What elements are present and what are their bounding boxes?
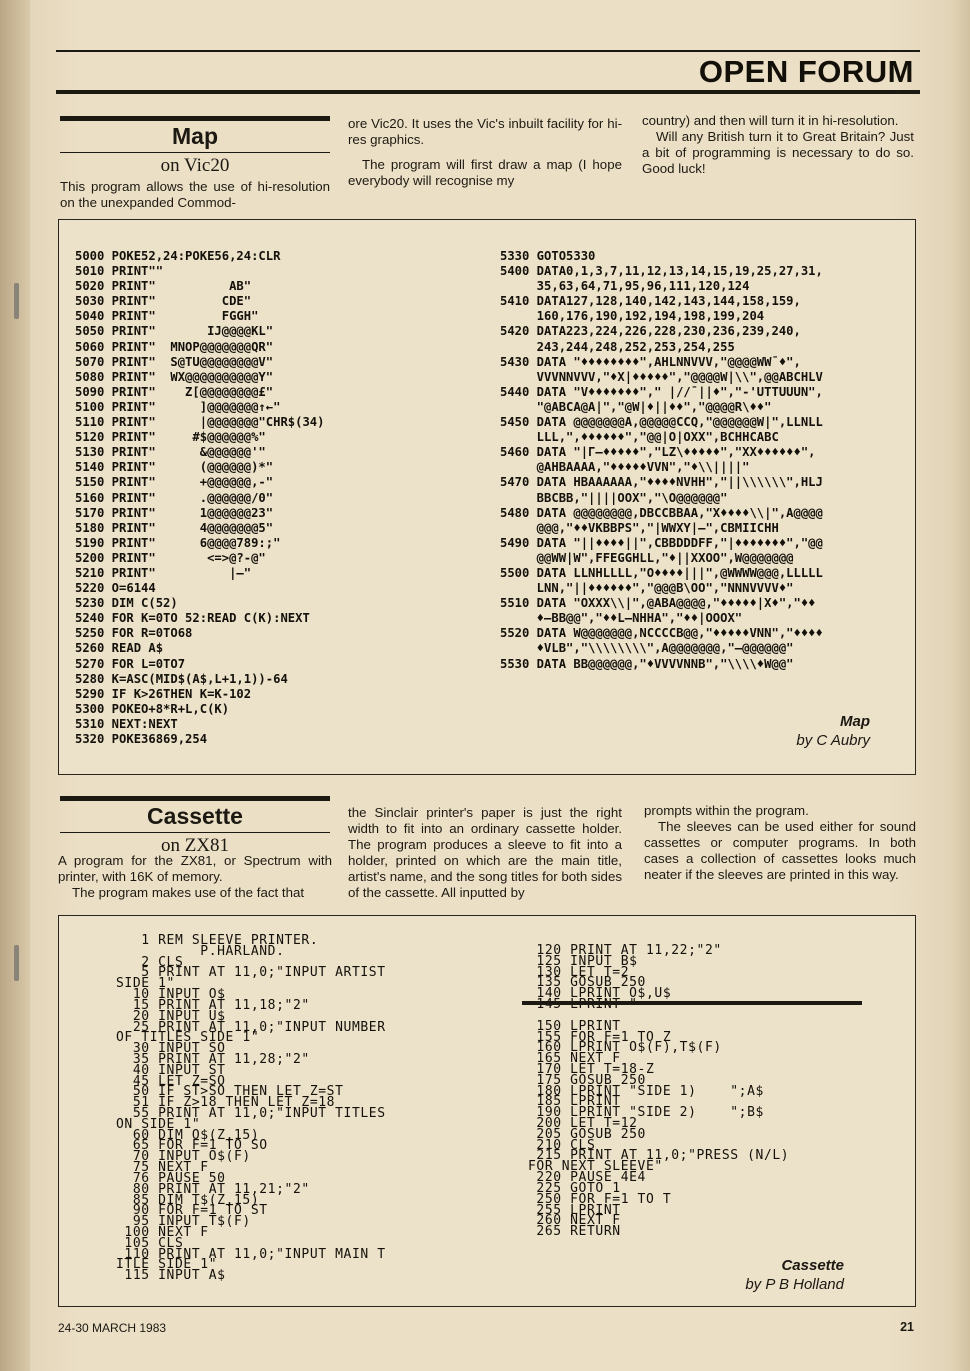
code-line: 160 LPRINT O$(F),T$(F) — [528, 1040, 722, 1056]
cassette-listing-right — [528, 943, 790, 1240]
code-line: 45 LET Z=SO — [116, 1073, 226, 1089]
code-line: 5120 PRINT" #$@@@@@@%" — [75, 430, 266, 445]
cassette-column-3 — [644, 803, 916, 883]
code-line: 155 FOR F=1 TO Z — [528, 1029, 672, 1045]
code-line: 215 PRINT AT 11,0;"PRESS (N/L) — [528, 1148, 790, 1164]
staple — [14, 945, 19, 981]
code-line: 5520 DATA W@@@@@@@,NCCCCB@@,"♦♦♦♦♦VNN","♦♦♦♦ — [500, 626, 823, 641]
code-line: 5190 PRINT" 6@@@@789:;" — [75, 535, 281, 550]
code-line: 135 GOSUB 250 — [528, 975, 646, 991]
map-credit — [796, 712, 870, 750]
code-line: 5240 FOR K=0TO 52:READ C(K):NEXT — [75, 611, 310, 626]
code-line: 5080 PRINT" WX@@@@@@@@@@Y" — [75, 369, 274, 384]
cassette-credit-title: Cassette — [781, 1257, 844, 1274]
code-line: 243,244,248,252,253,254,255 — [500, 339, 735, 354]
code-line: 5090 PRINT" Z[@@@@@@@@£" — [75, 384, 274, 399]
code-line: 125 INPUT B$ — [528, 953, 638, 969]
staple — [14, 283, 19, 319]
code-line: 5100 PRINT" ]@@@@@@@↑←" — [75, 399, 281, 414]
code-line: VVVNNVVV,"♦X|♦♦♦♦♦","@@@@W|\\",@@ABCHLV — [500, 369, 823, 384]
cassette-listing-left — [116, 933, 386, 1284]
code-line: 65 FOR F=1 TO SO — [116, 1138, 268, 1154]
cassette-column-2 — [348, 805, 622, 901]
cassette-column-3-para-1: prompts within the program. — [644, 803, 809, 818]
code-line: 1 REM SLEEVE PRINTER. — [116, 933, 319, 948]
code-line: 5460 DATA "|Γ—♦♦♦♦♦","LZ\♦♦♦♦♦","XX♦♦♦♦♦♦", — [500, 445, 816, 460]
map-column-2-para-1: ore Vic20. It uses the Vic's inbuilt facility for hi-res graphics. — [348, 116, 622, 147]
code-line: 75 NEXT F — [116, 1160, 209, 1176]
cassette-credit — [745, 1256, 844, 1294]
code-line: 185 LPRINT — [528, 1094, 621, 1110]
code-line: @AHBAAAA,"♦♦♦♦♦VVN","♦\\||||" — [500, 460, 750, 475]
code-line: 90 FOR F=1 TO ST — [116, 1203, 268, 1219]
cassette-column-3-para-2: The sleeves can be used either for sound cassettes or computer programs. In both cases a collection of cassettes looks much neater if the sleeves are printed in this way. — [644, 819, 916, 882]
code-line: BBCBB,"||||OOX","\O@@@@@@" — [500, 490, 728, 505]
code-line: 35 PRINT AT 11,28;"2" — [116, 1051, 310, 1067]
code-line: 5420 DATA223,224,226,228,230,236,239,240, — [500, 324, 801, 339]
code-line: ITLE SIDE 1" — [116, 1257, 218, 1273]
code-line: 85 DIM T$(Z,15) — [116, 1192, 260, 1208]
code-line: 51 IF Z>18 THEN LET Z=18 — [116, 1095, 336, 1111]
issue-date: 24-30 MARCH 1983 — [58, 1321, 167, 1335]
cassette-column-2-text: the Sinclair printer's paper is just the right width to fit into an ordinary cassette holder. The program produces a sleeve to fit into a holder, printed on which are the main title, artist's name, and the song titles for both sides of the cassette. All inputted by — [348, 805, 622, 900]
code-line: 105 CLS — [116, 1235, 184, 1251]
code-line: 225 GOTO 1 — [528, 1180, 621, 1196]
code-line: 130 LET T=2 — [528, 964, 630, 980]
code-line: 5230 DIM C(52) — [75, 596, 178, 611]
code-line: 5260 READ A$ — [75, 641, 164, 656]
code-line: 5070 PRINT" S@TU@@@@@@@@V" — [75, 354, 274, 369]
code-line: OF TITLES SIDE 1" — [116, 1030, 260, 1046]
code-line: 5160 PRINT" .@@@@@@/0" — [75, 490, 274, 505]
code-line: 100 NEXT F — [116, 1224, 209, 1240]
code-line: 260 NEXT F — [528, 1213, 621, 1229]
code-line: 5530 DATA BB@@@@@@,"♦VVVVNNB","\\\\♦W@@" — [500, 656, 794, 671]
cassette-article-subtitle: on ZX81 — [160, 835, 230, 856]
code-line: 5030 PRINT" CDE" — [75, 294, 252, 309]
code-line: 5180 PRINT" 4@@@@@@@5" — [75, 520, 274, 535]
code-line: 5480 DATA @@@@@@@@,DBCCBBAA,"X♦♦♦♦\\|",A@@@@ — [500, 505, 823, 520]
code-line: 5280 K=ASC(MID$(A$,L+1,1))-64 — [75, 671, 288, 686]
code-line: 5400 DATA0,1,3,7,11,12,13,14,15,19,25,27,31, — [500, 264, 823, 279]
map-listing-left — [75, 249, 324, 747]
cassette-article-heading — [60, 796, 330, 857]
cassette-column-1 — [58, 853, 332, 901]
code-line: ♦VLB","\\\\\\\\",A@@@@@@@,"—@@@@@@" — [500, 641, 794, 656]
map-column-2-para-2: The program will first draw a map (I hope everybody will recognise my — [348, 157, 622, 188]
code-line: 5320 POKE36869,254 — [75, 732, 208, 746]
code-line: 80 PRINT AT 11,21;"2" — [116, 1181, 310, 1197]
code-line: 5020 PRINT" AB" — [75, 279, 252, 294]
code-line: 5170 PRINT" 1@@@@@@23" — [75, 505, 274, 520]
code-line: 10 INPUT O$ — [116, 987, 226, 1003]
code-line: 175 GOSUB 250 — [528, 1072, 646, 1088]
code-line: 5140 PRINT" (@@@@@@)*" — [75, 460, 274, 475]
code-line: 120 PRINT AT 11,22;"2" — [528, 943, 722, 958]
map-column-2 — [348, 116, 622, 189]
section-title: OPEN FORUM — [698, 54, 914, 89]
cassette-column-1-para-1: A program for the ZX81, or Spectrum with printer, with 16K of memory. — [58, 853, 332, 884]
code-line: 5200 PRINT" <=>@?-@" — [75, 550, 266, 565]
code-line: ON SIDE 1" — [116, 1116, 201, 1132]
code-line: 5450 DATA @@@@@@@A,@@@@@CCQ,"@@@@@@W|",LLNLL — [500, 415, 823, 430]
code-line: 5290 IF K>26THEN K=K-102 — [75, 686, 252, 701]
code-line: 5040 PRINT" FGGH" — [75, 309, 259, 324]
code-line: 55 PRINT AT 11,0;"INPUT TITLES — [116, 1106, 386, 1121]
code-line: 5500 DATA LLNHLLLL,"O♦♦♦♦|||",@WWWW@@@,LLLLL — [500, 565, 823, 580]
code-line: 5440 DATA "V♦♦♦♦♦♦♦"," |//¯||♦","-'UTTUUUN", — [500, 384, 823, 399]
code-line: 5010 PRINT"" — [75, 264, 164, 279]
code-line: 255 LPRINT — [528, 1202, 621, 1218]
code-line: 5410 DATA127,128,140,142,143,144,158,159, — [500, 294, 801, 309]
code-line: 160,176,190,192,194,198,199,204 — [500, 309, 765, 324]
code-line: 5060 PRINT" MNOP@@@@@@@QR" — [75, 339, 274, 354]
code-line: 150 LPRINT — [528, 1018, 621, 1034]
code-line: 5430 DATA "♦♦♦♦♦♦♦♦",AHLNNVVV,"@@@@WW¯♦", — [500, 354, 801, 369]
code-line: @@@,"♦♦VKBBPS","|WWXY|—",CBMIICHH — [500, 520, 779, 535]
code-line: 265 RETURN — [528, 1224, 621, 1240]
code-line: 40 INPUT ST — [116, 1062, 226, 1078]
code-line: 95 INPUT T$(F) — [116, 1214, 251, 1230]
map-credit-title: Map — [840, 713, 870, 730]
code-line: 190 LPRINT "SIDE 2) ";B$ — [528, 1105, 764, 1121]
code-line: 205 GOSUB 250 — [528, 1126, 646, 1142]
code-line: 165 NEXT F — [528, 1051, 621, 1067]
code-line: 35,63,64,71,95,96,111,120,124 — [500, 279, 750, 294]
cassette-credit-author: by P B Holland — [745, 1276, 844, 1293]
map-column-1 — [60, 179, 330, 211]
code-line: LNN,"||♦♦♦♦♦♦","@@@B\OO","NNNVVVV♦" — [500, 581, 794, 596]
code-line: 60 DIM O$(Z,15) — [116, 1127, 260, 1143]
header-rule-top — [56, 50, 920, 52]
map-column-3-para-2: Will any British turn it to Great Britain? Just a bit of programming is necessary to do so. Good luck! — [642, 129, 914, 176]
code-line: 220 PAUSE 4E4 — [528, 1170, 646, 1186]
code-line: 5270 FOR L=0TO7 — [75, 656, 186, 671]
code-line: 5300 POKEO+8*R+L,C(K) — [75, 701, 230, 716]
code-line: 5 PRINT AT 11,0;"INPUT ARTIST — [116, 965, 386, 981]
code-line: 5130 PRINT" &@@@@@@'" — [75, 445, 266, 460]
cassette-article-title: Cassette — [147, 803, 243, 829]
code-line: @@WW|W",FFEGGHLL,"♦||XXOO",W@@@@@@@ — [500, 550, 794, 565]
code-line: 110 PRINT AT 11,0;"INPUT MAIN T — [116, 1246, 386, 1262]
code-line: SIDE 1" — [116, 976, 175, 992]
code-line: "@ABCA@A|","@W|♦||♦♦","@@@@R\♦♦" — [500, 399, 772, 414]
code-line: LLL,",♦♦♦♦♦♦","@@|O|OXX",BCHHCABC — [500, 430, 779, 445]
code-line: 5510 DATA "OXXX\\|",@ABA@@@@,"♦♦♦♦♦|X♦","♦♦ — [500, 596, 816, 611]
code-line: 170 LET T=18-Z — [528, 1061, 655, 1077]
cassette-column-1-para-2: The program makes use of the fact that — [72, 885, 305, 900]
code-line: 140 LPRINT O$,U$ — [528, 986, 672, 1002]
map-article-subtitle: on Vic20 — [160, 155, 230, 176]
code-line: 115 INPUT A$ — [116, 1268, 226, 1284]
code-line: 2 CLS — [116, 954, 184, 970]
code-line: FOR NEXT SLEEVE" — [528, 1159, 663, 1175]
map-column-3 — [642, 113, 914, 177]
code-line: 20 INPUT U$ — [116, 1008, 226, 1024]
page-number: 21 — [900, 1320, 914, 1334]
code-line: P.HARLAND. — [116, 943, 285, 959]
code-line: 70 INPUT O$(F) — [116, 1149, 251, 1165]
map-listing-right — [500, 249, 823, 672]
header-rule-bottom — [56, 90, 920, 94]
code-line: 5310 NEXT:NEXT — [75, 716, 178, 731]
code-line: 5330 GOTO5330 — [500, 249, 596, 263]
code-line: 5110 PRINT" |@@@@@@@"CHR$(34) — [75, 415, 325, 430]
code-line: ♦—BB@@","♦♦L—NHHA","♦♦|OOOX" — [500, 611, 743, 626]
map-column-1-text: This program allows the use of hi-resolution on the unexpanded Commod- — [60, 179, 330, 210]
code-line: 30 INPUT SO — [116, 1041, 226, 1057]
code-line: 5220 O=6144 — [75, 581, 156, 596]
map-credit-author: by C Aubry — [796, 732, 870, 749]
code-line: 5150 PRINT" +@@@@@@,-" — [75, 475, 274, 490]
page-binding-shadow — [0, 0, 30, 1371]
map-article-heading — [60, 116, 330, 177]
code-line: 250 FOR F=1 TO T — [528, 1191, 672, 1207]
code-line: 210 CLS — [528, 1137, 596, 1153]
lprint-printed-line — [522, 1001, 862, 1005]
code-line: 50 IF ST>SO THEN LET Z=ST — [116, 1084, 344, 1100]
code-line: 200 LET T=12 — [528, 1116, 638, 1131]
map-article-title: Map — [172, 123, 218, 149]
map-column-3-para-1: country) and then will turn it in hi-resolution. — [642, 113, 899, 128]
code-line: 15 PRINT AT 11,18;"2" — [116, 997, 310, 1013]
code-line: 25 PRINT AT 11,0;"INPUT NUMBER — [116, 1019, 386, 1035]
code-line: 5210 PRINT" |—" — [75, 565, 252, 580]
code-line: 5050 PRINT" IJ@@@@KL" — [75, 324, 274, 339]
code-line: 76 PAUSE 50 — [116, 1170, 226, 1186]
code-line: 5470 DATA HBAAAAAA,"♦♦♦♦NVHH","||\\\\\\",HLJ — [500, 475, 823, 490]
code-line: 5490 DATA "||♦♦♦♦||",CBBDDDFF,"|♦♦♦♦♦♦♦","@@ — [500, 535, 823, 550]
code-line: 5000 POKE52,24:POKE56,24:CLR — [75, 249, 281, 263]
code-line: 180 LPRINT "SIDE 1) ";A$ — [528, 1083, 764, 1099]
code-line: 5250 FOR R=0TO68 — [75, 626, 193, 641]
